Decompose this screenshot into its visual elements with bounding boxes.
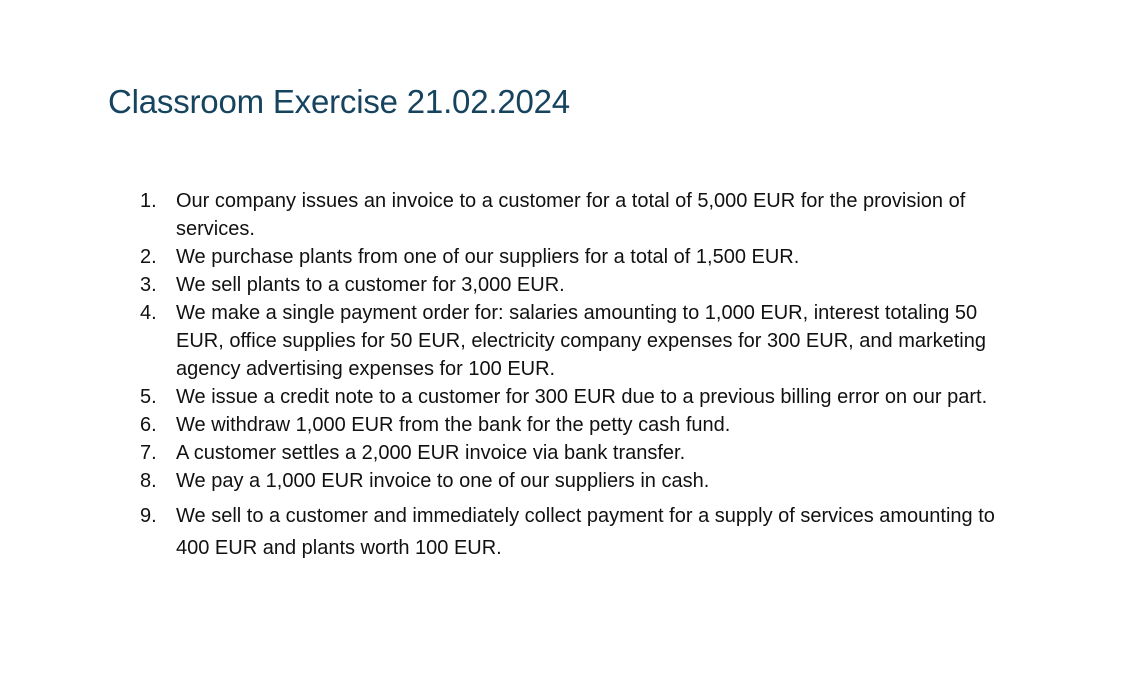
list-item-number: 2. [140, 246, 157, 268]
list-item [138, 243, 1030, 271]
list-item [138, 411, 1030, 439]
list-item-text: A customer settles a 2,000 EUR invoice via bank transfer. [176, 442, 686, 464]
list-item-text: We pay a 1,000 EUR invoice to one of our suppliers in cash. [176, 470, 710, 492]
list-item-text: We sell plants to a customer for 3,000 EUR. [176, 274, 565, 296]
list-item-text: Our company issues an invoice to a customer for a total of 5,000 EUR for the provision of services. [176, 190, 966, 240]
list-item-text: We withdraw 1,000 EUR from the bank for the petty cash fund. [176, 414, 731, 436]
list-item-number: 4. [140, 302, 157, 324]
list-item [138, 439, 1030, 467]
list-item-text: We issue a credit note to a customer for 300 EUR due to a previous billing error on our part. [176, 386, 988, 408]
list-item-number: 8. [140, 470, 157, 492]
list-item-text: We make a single payment order for: salaries amounting to 1,000 EUR, interest totaling 50 EUR, office supplies for 50 EUR, electricity company expenses for 300 EUR, and marketing agency advertising expenses for 100 EUR. [176, 302, 986, 380]
list-item-number: 7. [140, 442, 157, 464]
list-item-number: 3. [140, 274, 157, 296]
list-item [138, 467, 1030, 495]
page-title: Classroom Exercise 21.02.2024 [108, 83, 570, 120]
list-item-number: 1. [140, 190, 157, 212]
list-item [138, 299, 1030, 383]
list-item-number: 5. [140, 386, 157, 408]
list-item-number: 6. [140, 414, 157, 436]
list-item-text: We sell to a customer and immediately collect payment for a supply of services amounting to 400 EUR and plants worth 100 EUR. [176, 505, 995, 559]
list-item [138, 187, 1030, 243]
list-item [138, 383, 1030, 411]
list-item-text: We purchase plants from one of our suppliers for a total of 1,500 EUR. [176, 246, 800, 268]
list-item-number: 9. [140, 505, 157, 527]
exercise-list [138, 187, 1030, 564]
list-item [138, 271, 1030, 299]
list-item [138, 500, 1030, 564]
